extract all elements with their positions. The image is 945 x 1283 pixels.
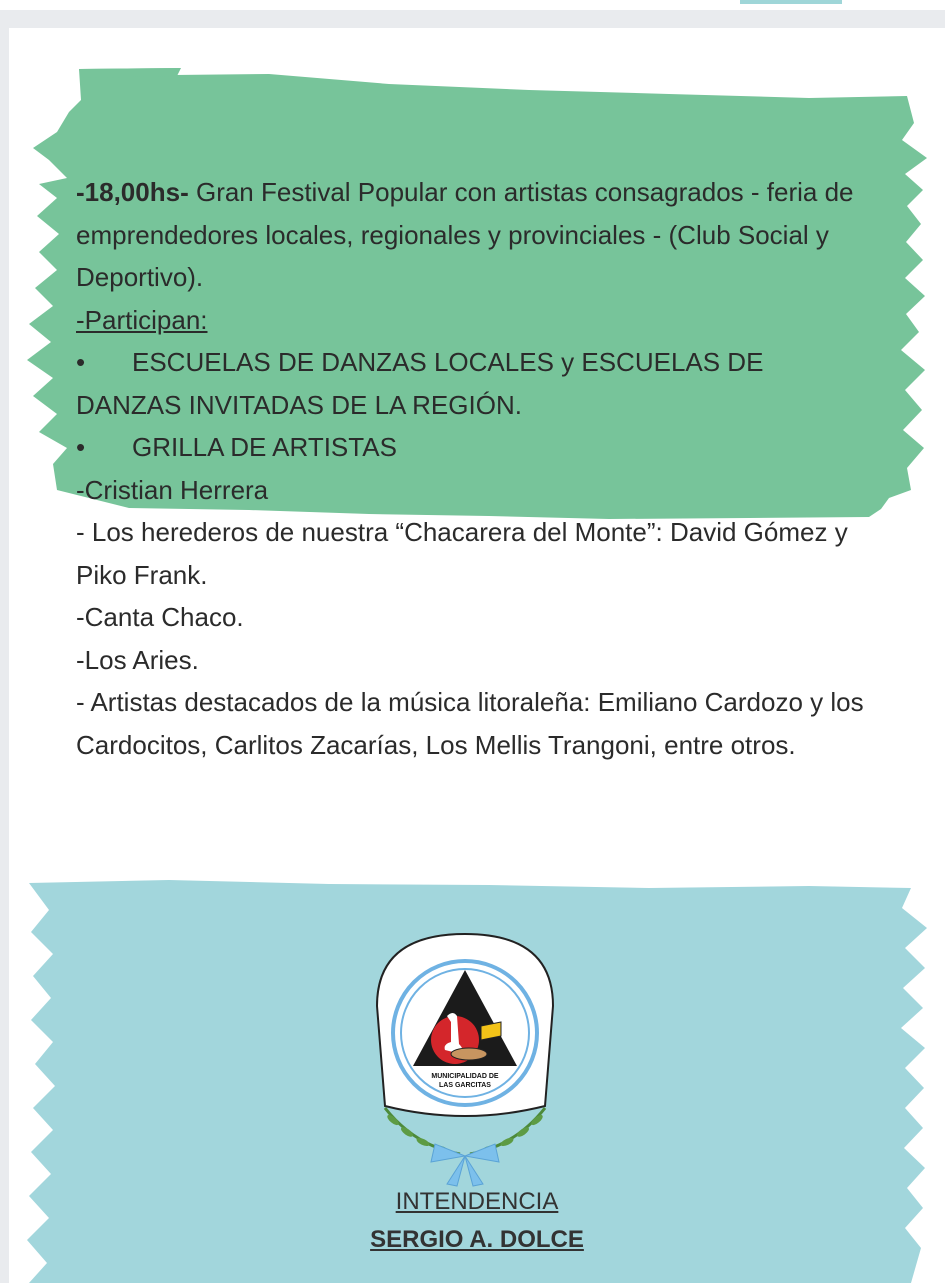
bullet-glyph: • <box>76 432 86 462</box>
event-description: Gran Festival Popular con artistas consagrados - feria de emprendedores locales, regionales y provinciales - (Club Social y Deportivo). <box>76 177 854 292</box>
participant-bullet-2 <box>76 426 876 469</box>
previous-page-tab <box>740 0 842 4</box>
artist-line: -Canta Chaco. <box>76 602 244 632</box>
previous-page-edge <box>0 0 945 10</box>
artist-line: - Los herederos de nuestra “Chacarera del Monte”: David Gómez y Piko Frank. <box>76 517 848 590</box>
artist-line: - Artistas destacados de la música litoraleña: Emiliano Cardozo y los Cardocitos, Carlitos Zacarías, Los Mellis Trangoni, entre otros. <box>76 687 864 760</box>
event-text-block <box>76 171 876 766</box>
emblem-text-line1: MUNICIPALIDAD DE <box>431 1073 499 1080</box>
bullet-glyph: • <box>76 347 86 377</box>
artist-line: -Cristian Herrera <box>76 474 269 505</box>
laurel-leaves <box>386 1113 545 1154</box>
log-icon <box>451 1048 487 1060</box>
ribbon-bow <box>431 1144 499 1186</box>
participant-bullet-2-text: GRILLA DE ARTISTAS <box>132 432 397 462</box>
footer-title: INTENDENCIA <box>395 1188 559 1215</box>
event-time: -18,00hs- <box>76 177 189 207</box>
participants-heading: -Participan: <box>76 304 208 335</box>
event-paragraph <box>76 171 876 299</box>
participant-bullet-1-text: ESCUELAS DE DANZAS LOCALES y ESCUELAS DE DANZAS INVITADAS DE LA REGIÓN. <box>76 347 764 420</box>
participant-bullet-1 <box>76 341 876 426</box>
municipality-emblem <box>365 926 565 1191</box>
artist-line: -Los Aries. <box>76 644 199 675</box>
emblem-text-line2: LAS GARCITAS <box>439 1082 491 1089</box>
footer-name: SERGIO A. DOLCE <box>370 1226 584 1253</box>
document-page <box>9 28 945 1283</box>
